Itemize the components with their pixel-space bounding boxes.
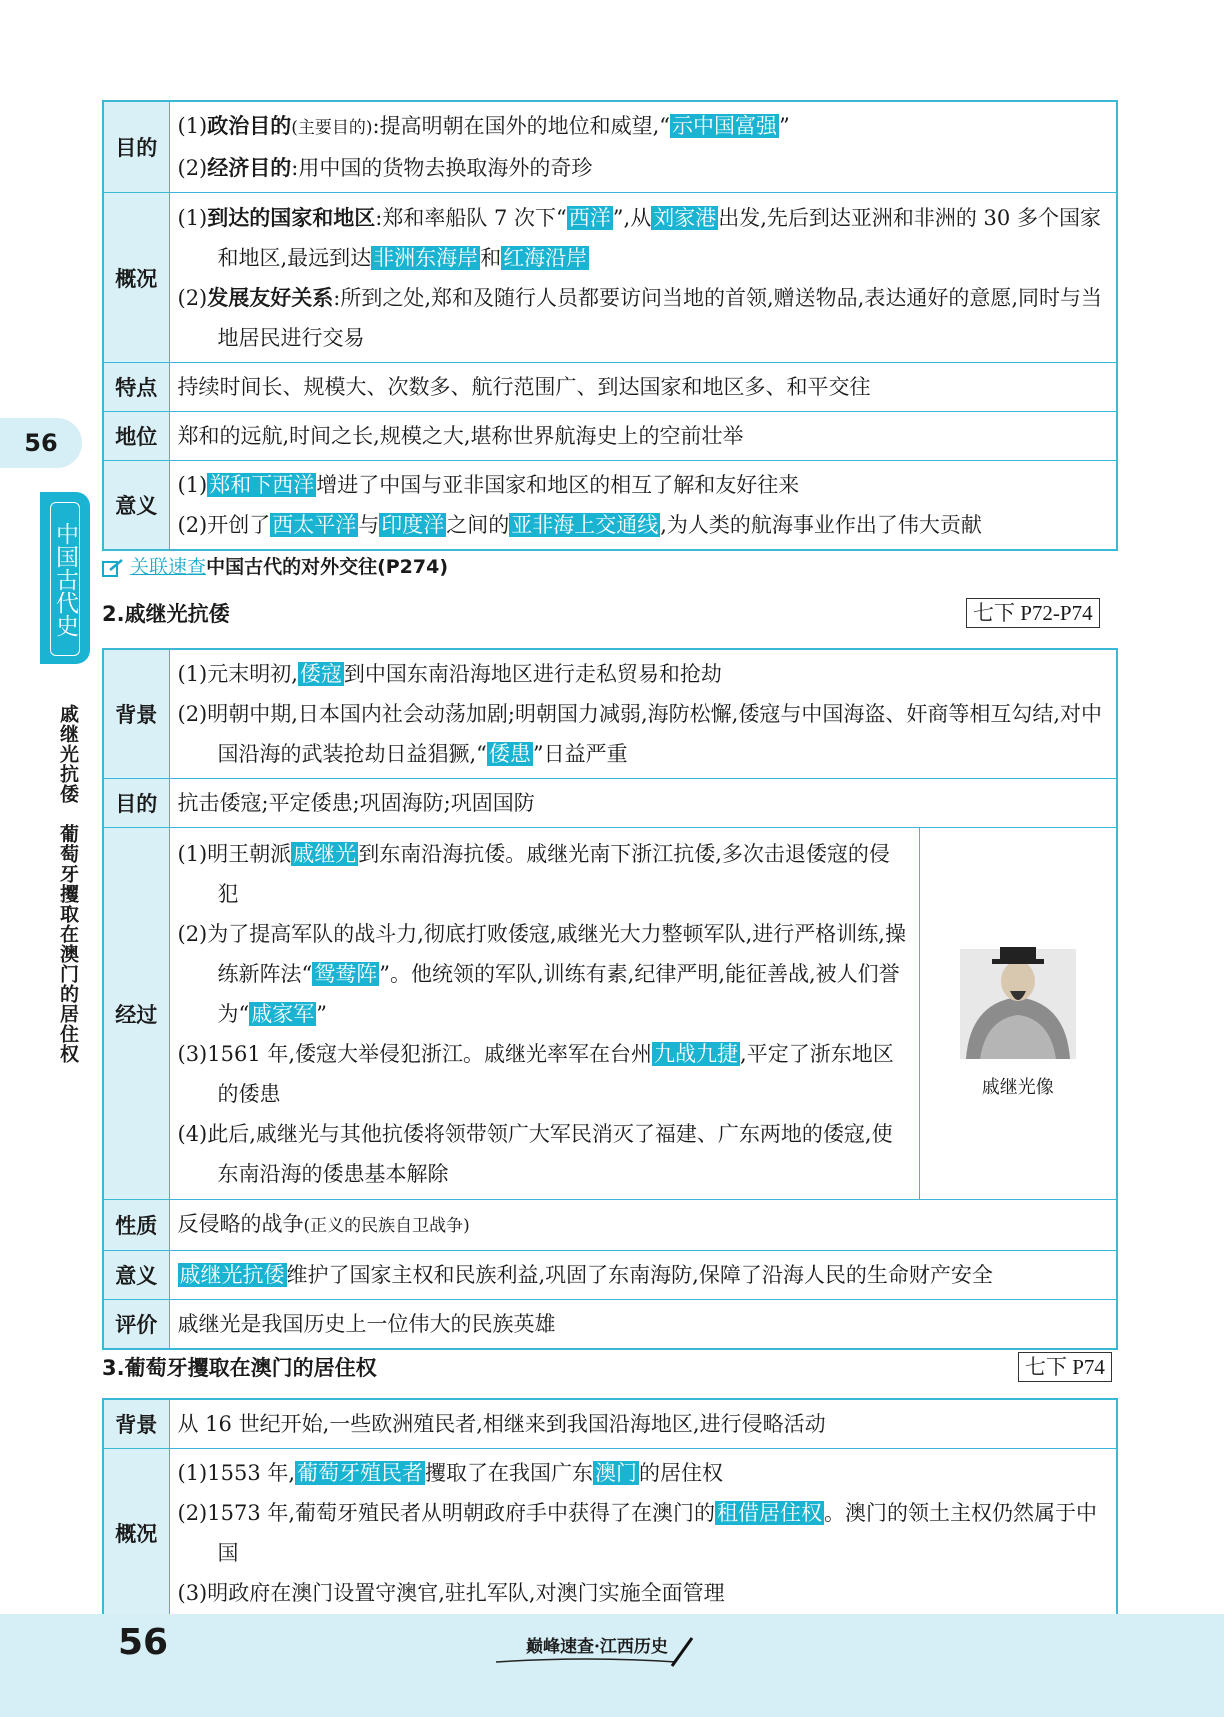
pencil-link-icon [102,558,124,578]
row-content: 持续时间长、规模大、次数多、航行范围广、到达国家和地区多、和平交往 [169,363,1117,412]
portrait-caption: 戚继光像 [981,1076,1054,1098]
row-label: 地位 [103,412,169,461]
table-row [103,649,1117,779]
footer-page-number: 56 [118,1622,169,1663]
page-number-tab: 56 [0,418,82,468]
row-label: 目的 [103,101,169,193]
textbook-ref: 七下 P72-P74 [966,598,1100,628]
row-label: 特点 [103,363,169,412]
chapter-tab [40,492,90,664]
related-lookup-label: 关联速查 [130,556,207,578]
row-label: 意义 [103,1251,169,1300]
table-row [103,1399,1117,1449]
row-label: 背景 [103,1399,169,1449]
related-lookup-text: 中国古代的对外交往(P274) [206,556,449,578]
row-content: (1)政治目的(主要目的):提高明朝在国外的地位和威望,“示中国富强” (2)经济目的:用中国的货物去换取海外的奇珍 [169,101,1117,193]
table-row [103,412,1117,461]
brush-stroke-icon [496,1632,720,1672]
table-row [103,363,1117,412]
table-row [103,101,1117,193]
row-content: (1)郑和下西洋增进了中国与亚非国家和地区的相互了解和友好往来 (2)开创了西太平洋与印度洋之间的亚非海上交通线,为人类的航海事业作出了伟大贡献 [169,461,1117,551]
row-content: 郑和的远航,时间之长,规模之大,堪称世界航海史上的空前壮举 [169,412,1117,461]
table-row [103,1251,1117,1300]
table-row [103,1200,1117,1251]
qijiguang-table [102,648,1118,1350]
brand-label: 巅峰速查·江西历史 [526,1637,668,1657]
qi-jiguang-portrait [956,929,1080,1059]
row-content: (1)1553 年,葡萄牙殖民者攫取了在我国广东澳门的居住权 (2)1573 年,葡萄牙殖民者从明朝政府手中获得了在澳门的租借居住权。澳门的领土主权仍然属于中国 (3)明政府在澳门设置守澳官,驻扎军队,对澳门实施全面管理 [169,1449,1117,1619]
vertical-section-title: 戚继光抗倭 葡萄牙攫取在澳门的居住权 [57,704,79,1064]
chapter-tab-label: 中国古代史 [50,502,80,656]
row-label: 目的 [103,779,169,828]
row-content: 抗击倭寇;平定倭患;巩固海防;巩固国防 [169,779,1117,828]
row-content: 戚继光抗倭维护了国家主权和民族利益,巩固了东南海防,保障了沿海人民的生命财产安全 [169,1251,1117,1300]
row-label: 性质 [103,1200,169,1251]
row-label: 评价 [103,1300,169,1350]
section-title: 2.戚继光抗倭 [102,602,230,626]
related-lookup[interactable] [102,552,448,579]
row-content: (1)元末明初,倭寇到中国东南沿海地区进行走私贸易和抢劫 (2)明朝中期,日本国内社会动荡加剧;明朝国力减弱,海防松懈,倭寇与中国海盗、奸商等相互勾结,对中国沿海的武装抢劫日益猖獗,“倭患”日益严重 [169,649,1117,779]
table-row [103,1300,1117,1350]
macau-table [102,1398,1118,1619]
table-row [103,1449,1117,1619]
footer-brand [496,1632,720,1672]
textbook-ref: 七下 P74 [1018,1352,1112,1382]
row-content: (1)明王朝派戚继光到东南沿海抗倭。戚继光南下浙江抗倭,多次击退倭寇的侵犯 (2)为了提高军队的战斗力,彻底打败倭寇,戚继光大力整顿军队,进行严格训练,操练新阵法“鸳鸯阵”。他统领的军队,训练有素,纪律严明,能征善战,被人们誉为“戚家军” (3)1561 年,倭寇大举侵犯浙江。戚继光率军在台州九战九捷,平定了浙东地区的倭患 (4)此后,戚继光与其他抗倭将领带领广大军民消灭了福建、广东两地的倭寇,使东南沿海的倭患基本解除 [169,828,919,1200]
row-content: (1)到达的国家和地区:郑和率船队 7 次下“西洋”,从刘家港出发,先后到达亚洲和非洲的 30 多个国家和地区,最远到达非洲东海岸和红海沿岸 (2)发展友好关系:所到之处,郑和及随行人员都要访问当地的首领,赠送物品,表达通好的意愿,同时与当地居民进行交易 [169,193,1117,363]
row-label: 背景 [103,649,169,779]
row-content: 反侵略的战争(正义的民族自卫战争) [169,1200,1117,1251]
row-label: 意义 [103,461,169,551]
zhenghe-table [102,100,1118,551]
row-label: 概况 [103,193,169,363]
row-label: 经过 [103,828,169,1200]
row-label: 概况 [103,1449,169,1619]
table-row [103,461,1117,551]
row-content: 戚继光是我国历史上一位伟大的民族英雄 [169,1300,1117,1350]
table-row [103,828,1117,1200]
section-title: 3.葡萄牙攫取在澳门的居住权 [102,1356,377,1380]
row-content: 从 16 世纪开始,一些欧洲殖民者,相继来到我国沿海地区,进行侵略活动 [169,1399,1117,1449]
table-row [103,193,1117,363]
table-row [103,779,1117,828]
portrait-cell [919,828,1117,1200]
